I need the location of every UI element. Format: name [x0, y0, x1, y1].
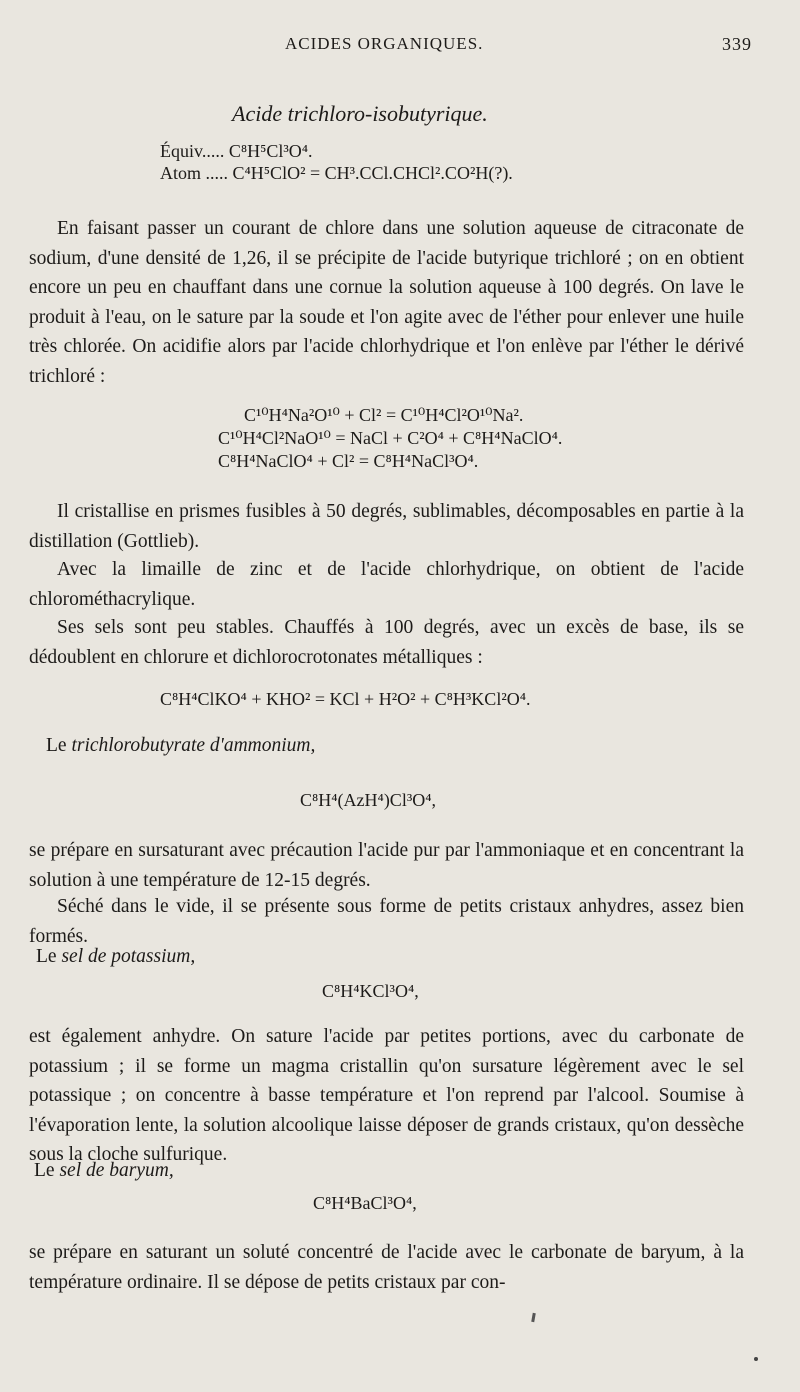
ink-dot	[754, 1357, 758, 1361]
paragraph-ammonium	[29, 836, 744, 895]
ink-mark	[531, 1313, 536, 1322]
baryum-lead: Le	[34, 1160, 55, 1181]
paragraph-text: Séché dans le vide, il se présente sous forme de petits cristaux anhydres, assez bien formés.	[29, 896, 744, 947]
baryum-formula: C⁸H⁴BaCl³O⁴,	[313, 1193, 417, 1213]
baryum-heading	[34, 1160, 174, 1182]
paragraph-text: En faisant passer un courant de chlore dans une solution aqueuse de citraconate de sodium, d'une densité de 1,26, il se précipite de l'acide butyrique trichloré ; on en obtient encore un peu en chauffant dans une cornue la solution aqueuse à 100 degrés. On lave le produit à l'eau, on le sature par la soude et l'on agite avec de l'éther pour enlever une huile très chlorée. On acidifie alors par l'acide chlorhydrique et l'on enlève par l'éther le dérivé trichloré :	[29, 218, 744, 387]
ammonium-heading	[46, 735, 315, 757]
paragraph-reduction	[29, 555, 744, 614]
potassium-heading	[36, 946, 195, 968]
formula-atom: Atom ..... C⁴H⁵ClO² = CH³.CCl.CHCl².CO²H(?).	[160, 163, 513, 183]
running-title: ACIDES ORGANIQUES.	[285, 34, 484, 53]
ammonium-formula: C⁸H⁴(AzH⁴)Cl³O⁴,	[300, 790, 436, 810]
equation-1: C¹⁰H⁴Na²O¹⁰ + Cl² = C¹⁰H⁴Cl²O¹⁰Na².	[244, 405, 524, 425]
page-number: 339	[722, 34, 752, 54]
paragraph-salts	[29, 613, 744, 672]
paragraph-dried	[29, 892, 744, 951]
formula-equiv: Équiv..... C⁸H⁵Cl³O⁴.	[160, 141, 313, 161]
paragraph-text: Il cristallise en prismes fusibles à 50 degrés, sublimables, décomposables en partie à la distillation (Gottlieb).	[29, 501, 744, 552]
paragraph-text: se prépare en sursaturant avec précaution l'acide pur par l'ammoniaque et en concentrant la solution à une température de 12-15 degrés.	[29, 840, 744, 891]
paragraph-baryum	[29, 1238, 744, 1297]
paragraph-text: est également anhydre. On sature l'acide par petites portions, avec du carbonate de potassium ; il se forme un magma cristallin qu'on sursature légèrement avec le sel potassique ; on concentre à basse température et l'on reprend par l'alcool. Soumise à l'évaporation lente, la solution alcoolique laisse déposer de grands cristaux, qu'on dessèche sous la cloche sulfurique.	[29, 1026, 744, 1165]
equation-3: C⁸H⁴NaClO⁴ + Cl² = C⁸H⁴NaCl³O⁴.	[218, 451, 479, 471]
paragraph-text: se prépare en saturant un soluté concentré de l'acide avec le carbonate de baryum, à la température ordinaire. Il se dépose de petits cristaux par con-	[29, 1242, 744, 1293]
baryum-name: sel de baryum,	[59, 1160, 174, 1181]
paragraph-preparation	[29, 214, 744, 391]
paragraph-text: Avec la limaille de zinc et de l'acide chlorhydrique, on obtient de l'acide chlorométhacrylique.	[29, 559, 744, 610]
potassium-name: sel de potassium,	[61, 946, 196, 967]
paragraph-potassium	[29, 1022, 744, 1170]
paragraph-text: Ses sels sont peu stables. Chauffés à 100 degrés, avec un excès de base, ils se dédoublent en chlorure et dichlorocrotonates métalliques :	[29, 617, 744, 668]
paragraph-properties	[29, 497, 744, 556]
section-title: Acide trichloro-isobutyrique.	[232, 101, 488, 126]
ammonium-lead: Le	[46, 735, 67, 756]
ammonium-name: trichlorobutyrate d'ammonium,	[71, 735, 316, 756]
equation-salt: C⁸H⁴ClKO⁴ + KHO² = KCl + H²O² + C⁸H³KCl²O⁴.	[160, 689, 531, 709]
potassium-lead: Le	[36, 946, 57, 967]
equation-2: C¹⁰H⁴Cl²NaO¹⁰ = NaCl + C²O⁴ + C⁸H⁴NaClO⁴.	[218, 428, 563, 448]
potassium-formula: C⁸H⁴KCl³O⁴,	[322, 981, 419, 1001]
